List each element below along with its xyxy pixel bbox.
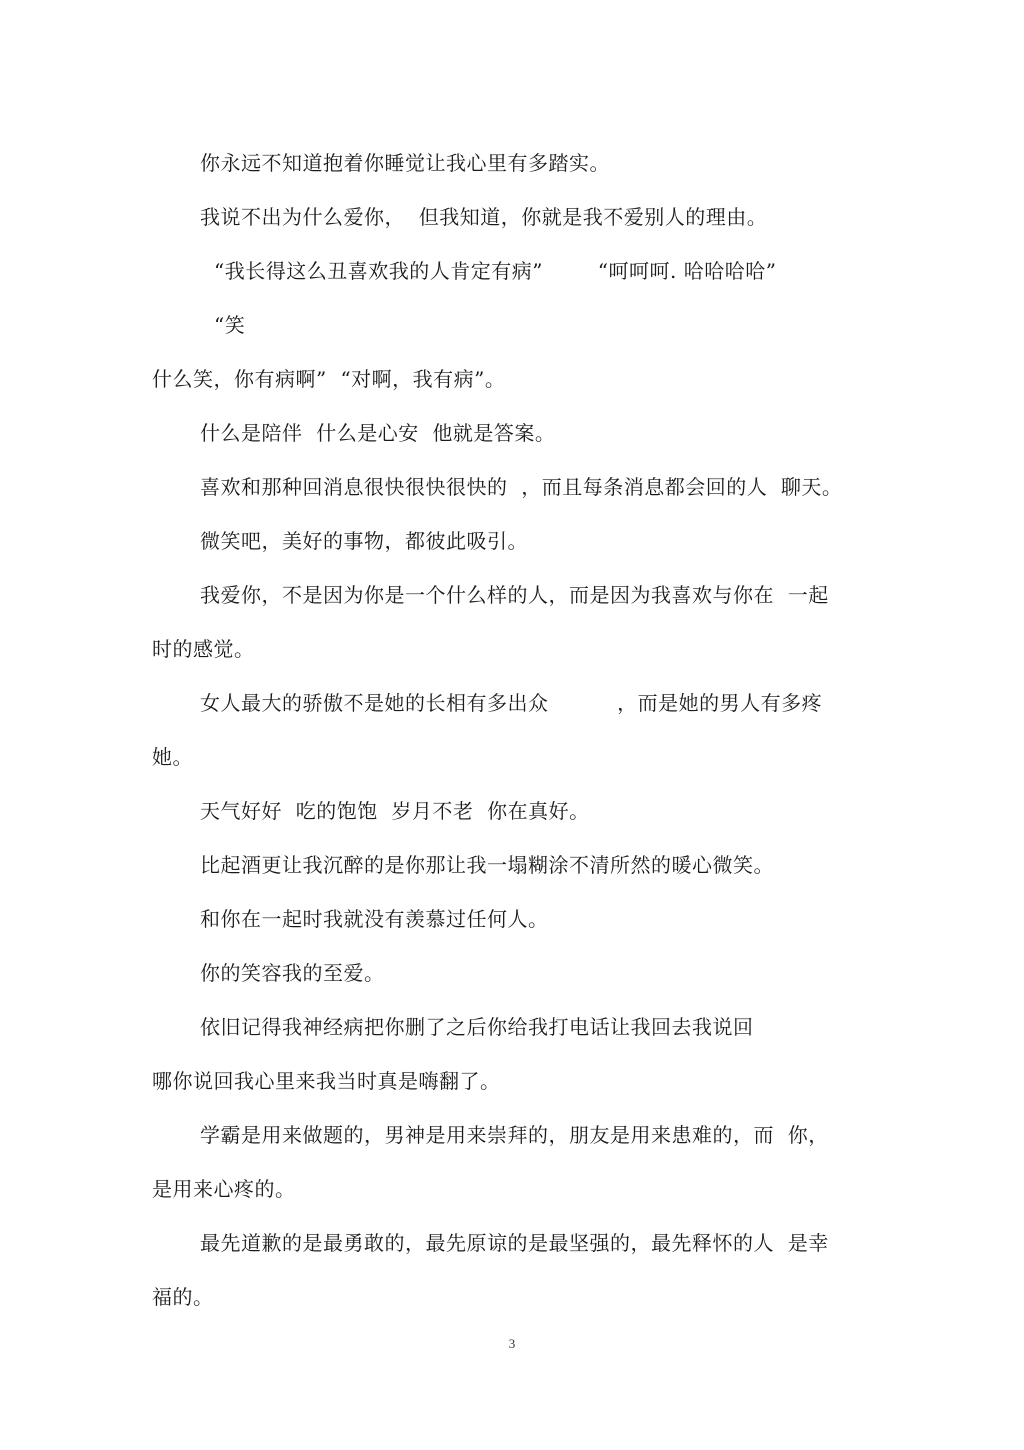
text-line: 女人最大的骄傲不是她的长相有多出众 ，而是她的男人有多疼: [200, 691, 823, 715]
text-line: 学霸是用来做题的，男神是用来崇拜的，朋友是用来患难的，而 你，: [200, 1123, 829, 1147]
text-line: 时的感觉。: [152, 637, 255, 661]
text-line: 哪你说回我心里来我当时真是嗨翻了。: [152, 1069, 501, 1093]
text-line: 天气好好 吃的饱饱 岁月不老 你在真好。: [200, 799, 590, 823]
text-line: 是用来心疼的。: [152, 1177, 296, 1201]
text-line: 她。: [152, 745, 193, 769]
text-line: 什么是陪伴 什么是心安 他就是答案。: [200, 421, 556, 445]
text-line: 依旧记得我神经病把你删了之后你给我打电话让我回去我说回: [200, 1015, 754, 1039]
text-line: 和你在一起时我就没有羡慕过任何人。: [200, 907, 549, 931]
text-line: 比起酒更让我沉醉的是你那让我一塌糊涂不清所然的暖心微笑。: [200, 853, 774, 877]
text-line: 最先道歉的是最勇敢的，最先原谅的是最坚强的，最先释怀的人 是幸: [200, 1231, 829, 1255]
text-line: 我爱你，不是因为你是一个什么样的人，而是因为我喜欢与你在 一起: [200, 583, 829, 607]
page-number: 3: [508, 1336, 516, 1351]
text-line: 你的笑容我的至爱。: [200, 961, 385, 985]
text-line: 什么笑，你有病啊” “对啊，我有病”。: [152, 367, 506, 391]
text-line: “我长得这么丑喜欢我的人肯定有病” “呵呵呵. 哈哈哈哈”: [214, 259, 777, 283]
text-line: 你永远不知道抱着你睡觉让我心里有多踏实。: [200, 151, 610, 175]
text-line: 喜欢和那种回消息很快很快很快的 ，而且每条消息都会回的人 聊天。: [200, 475, 843, 499]
text-line: 微笑吧，美好的事物，都彼此吸引。: [200, 529, 528, 553]
text-line: 我说不出为什么爱你， 但我知道，你就是我不爱别人的理由。: [200, 205, 768, 229]
text-line: 福的。: [152, 1285, 214, 1309]
text-line: “笑: [214, 313, 246, 337]
